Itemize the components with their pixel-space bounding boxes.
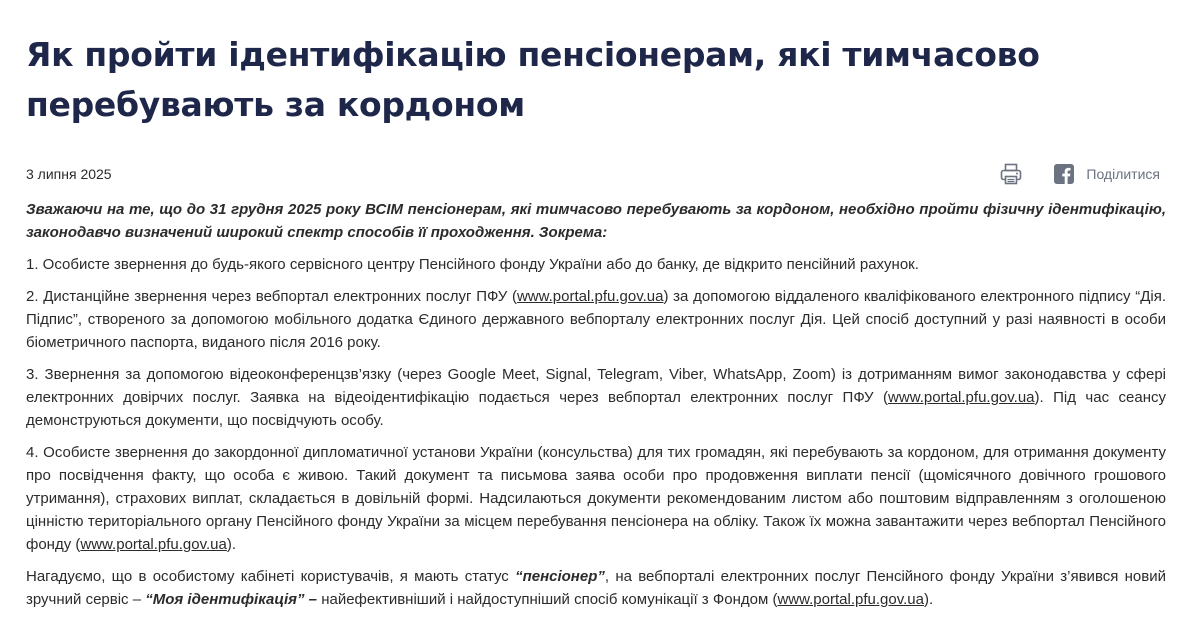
reminder-text: ). [923, 591, 934, 608]
lead-paragraph: Зважаючи на те, що до 31 грудня 2025 року ВСІМ пенсіонерам, які тимчасово перебувають за кордоном, необхідно пройти фізичну ідентифікацію, законодавчо визначений широкий спектр способів її проходження. Зокрема: [26, 201, 1166, 241]
reminder-text: , на вебпорталі електронних послуг Пенсійного фонду України з’явився новий зручний сервіс – [26, 568, 1166, 608]
status-emphasis: “пенсіонер” [515, 568, 605, 585]
share-button[interactable]: Поділитися [1086, 166, 1160, 182]
item-text: 3. Звернення за допомогою відеоконференцзв’язку (через Google Meet, Signal, Telegram, Viber, WhatsApp, Zoom) із дотриманням вимог законодавства у сфері електронних довірчих послуг. Заявка на відеоідентифікацію подається через вебпортал електронних послуг ПФУ ( [26, 366, 1166, 406]
portal-link[interactable]: www.portal.pfu.gov.ua [80, 536, 227, 553]
method-item-1: 1. Особисте звернення до будь-якого сервісного центру Пенсійного фонду України або до банку, де відкрито пенсійний рахунок. [26, 256, 919, 273]
reminder-text: Нагадуємо, що в особистому кабінеті користувачів, я мають статус [26, 568, 516, 585]
item-text: ). [226, 536, 237, 553]
method-item-3 [26, 363, 1166, 432]
print-icon[interactable] [1000, 163, 1022, 185]
article [26, 0, 1166, 608]
item-text: 2. Дистанційне звернення через вебпортал електронних послуг ПФУ ( [26, 288, 517, 305]
publish-date: 3 липня 2025 [26, 166, 112, 182]
service-emphasis: “Моя ідентифікація” – [145, 591, 318, 608]
portal-link[interactable]: www.portal.pfu.gov.ua [888, 389, 1035, 406]
share-actions [1000, 161, 1160, 187]
reminder-paragraph [26, 565, 1166, 611]
item-text: 4. Особисте звернення до закордонної дипломатичної установи України (консульства) для тих громадян, які перебувають за кордоном, для отримання документу про посвідчення факту, що особа є живою. Такий документ та письмова заява особи про продовження виплати пенсії (щомісячного довічного грошового утримання), страхових виплат, складається в довільній формі. Надсилаються документи рекомендованим листом або поштовим відправленням з оголошеною цінністю територіального органу Пенсійного фонду України за місцем перебування пенсіонера на обліку. Також їх можна завантажити через вебпортал Пенсійного фонду ( [26, 444, 1166, 553]
portal-link[interactable]: www.portal.pfu.gov.ua [516, 288, 664, 305]
item-text: ) за допомогою віддаленого кваліфікованого електронного підпису “Дія. Підпис”, створеного за допомогою мобільного додатка Єдиного державного вебпорталу електронних послуг Дія. Цей спосіб доступний у разі наявності в особи біометричного паспорта, виданого після 2016 року. [26, 288, 1166, 351]
page-title: Як пройти ідентифікацію пенсіонерам, які тимчасово перебувають за кордоном [26, 35, 1040, 124]
item-text: ). Під час сеансу демонструються документи, що посвідчують особу. [26, 389, 1166, 429]
portal-link[interactable]: www.portal.pfu.gov.ua [777, 591, 924, 608]
article-body [26, 198, 1166, 620]
method-item-4 [26, 441, 1166, 556]
facebook-icon[interactable] [1054, 164, 1074, 184]
method-item-2 [26, 285, 1166, 354]
article-meta [26, 158, 1166, 190]
reminder-text: найефективніший і найдоступніший спосіб комунікації з Фондом ( [317, 591, 778, 608]
